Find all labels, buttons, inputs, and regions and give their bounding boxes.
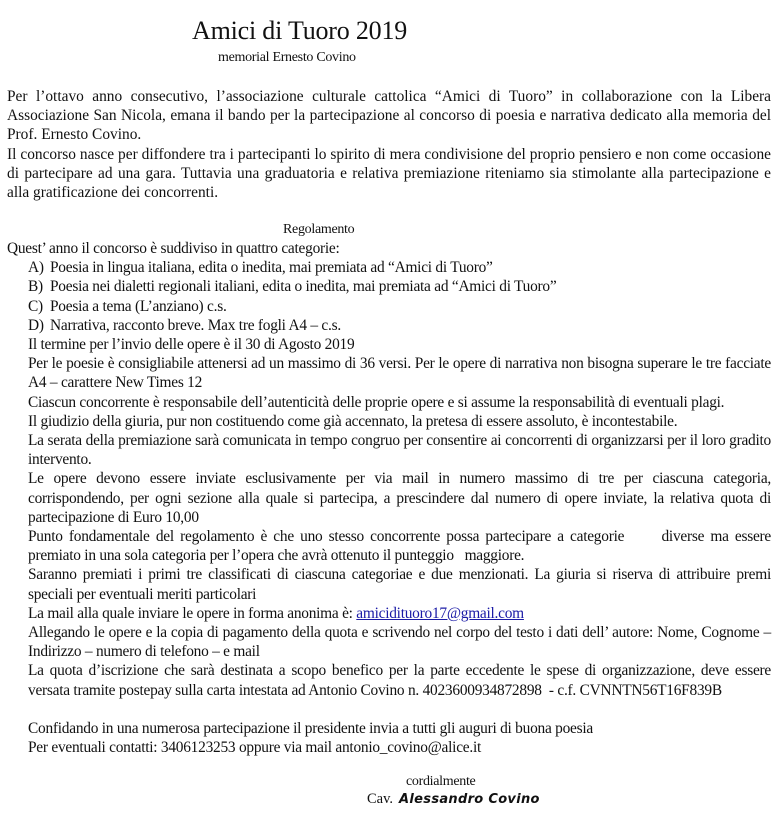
rule-paragraph: Le opere devono essere inviate esclusivamente per via mail in numero massimo di tre per ciascuna categoria, corrispondendo, per ogni sezione alla quale si partecipa, a prescindere dal numero di opere inviate, la relativa quota di partecipazione di Euro 10,00 [28,470,771,526]
list-item-text: Narrativa, racconto breve. Max tre fogli A4 – c.s. [50,316,341,334]
email-line [28,604,771,623]
list-marker: C) [28,297,43,315]
categories-list [7,258,771,335]
salutation: cordialmente [406,774,476,789]
deadline-text: Il termine per l’invio delle opere è il 30 di Agosto 2019 [28,336,355,354]
list-marker: B) [28,278,43,296]
contacts-line: Per eventuali contatti: 3406123253 oppure via mail antonio_covino@alice.it [28,739,482,757]
categories-intro: Quest’ anno il concorso è suddiviso in quattro categorie: [7,240,340,257]
signature [367,790,540,809]
rule-paragraph: Il giudizio della giuria, pur non costituendo come già accennato, la pretesa di essere assoluto, è incontestabile. [28,412,678,430]
email-line-prefix: La mail alla quale inviare le opere in forma anonima è: [28,604,357,622]
rule-paragraph: Per le poesie è consigliabile attenersi ad un massimo di 36 versi. Per le opere di narrativa non bisogna superare le tre facciate A4 – carattere New Times 12 [28,355,771,392]
list-item-text: Poesia nei dialetti regionali italiani, edita o inedita, mai premiata ad “Amici di Tuoro” [50,278,557,296]
intro-paragraph: Per l’ottavo anno consecutivo, l’associazione culturale cattolica “Amici di Tuoro” in collaborazione con la Libera Associazione San Nicola, emana il bando per la partecipazione al concorso di poesia e narrativa dedicato alla memoria del Prof. Ernesto Covino. [7,88,771,144]
rule-paragraph: Saranno premiati i primi tre classificati di ciascuna categoriae e due menzionati. La giuria si riserva di attribuire premi speciali per eventuali meriti particolari [28,566,771,603]
page-title: Amici di Tuoro 2019 [192,16,408,45]
rule-paragraph: La serata della premiazione sarà comunicata in tempo congruo per consentire ai concorrenti di organizzarsi per il loro gradito intervento. [28,432,771,469]
rules-section [7,239,775,757]
list-item [7,258,771,277]
intro-paragraph: Il concorso nasce per diffondere tra i partecipanti lo spirito di mera condivisione del proprio pensiero e non come occasione di partecipare ad una gara. Tuttavia una graduatoria e relativa premiazione riteniamo sia stimolante alla partecipazione e alla gratificazione dei concorrenti. [7,145,771,202]
email-link[interactable]: amicidituoro17@gmail.com [356,604,524,622]
list-item-text: Poesia a tema (L’anziano) c.s. [50,297,227,315]
list-marker: A) [28,259,44,277]
page-subtitle: memorial Ernesto Covino [218,50,356,65]
fee-paragraph: La quota d’iscrizione che sarà destinata a scopo benefico per la parte eccedente le spese di organizzazione, deve essere versata tramite postepay sulla carta intestata ad Antonio Covino n. 4023600934872898 - c.f. CVNNTN56T16F839B [28,662,775,699]
list-item-text: Poesia in lingua italiana, edita o inedita, mai premiata ad “Amici di Tuoro” [50,259,493,277]
closing-wishes: Confidando in una numerosa partecipazione il presidente invia a tutti gli auguri di buona poesia [28,719,593,737]
list-marker: D) [28,316,44,334]
list-item [7,277,771,296]
rule-paragraph: Punto fondamentale del regolamento è che uno stesso concorrente possa partecipare a categorie diverse ma essere premiato in una sola categoria per l’opera che avrà ottenuto il punteggio maggiore. [28,528,775,565]
signer-name: Alessandro Covino [399,792,540,807]
list-item [7,316,771,335]
list-item [7,297,771,316]
attach-paragraph: Allegando le opere e la copia di pagamento della quota e scrivendo nel corpo del testo i dati dell’ autore: Nome, Cognome – Indirizzo – numero di telefono – e mail [28,624,771,661]
rule-paragraph: Ciascun concorrente è responsabile dell’autenticità delle proprie opere e si assume la responsabilità di eventuali plagi. [28,393,725,411]
section-heading-regolamento: Regolamento [283,222,355,237]
signer-title: Cav. [367,791,394,807]
intro-section [7,87,771,202]
